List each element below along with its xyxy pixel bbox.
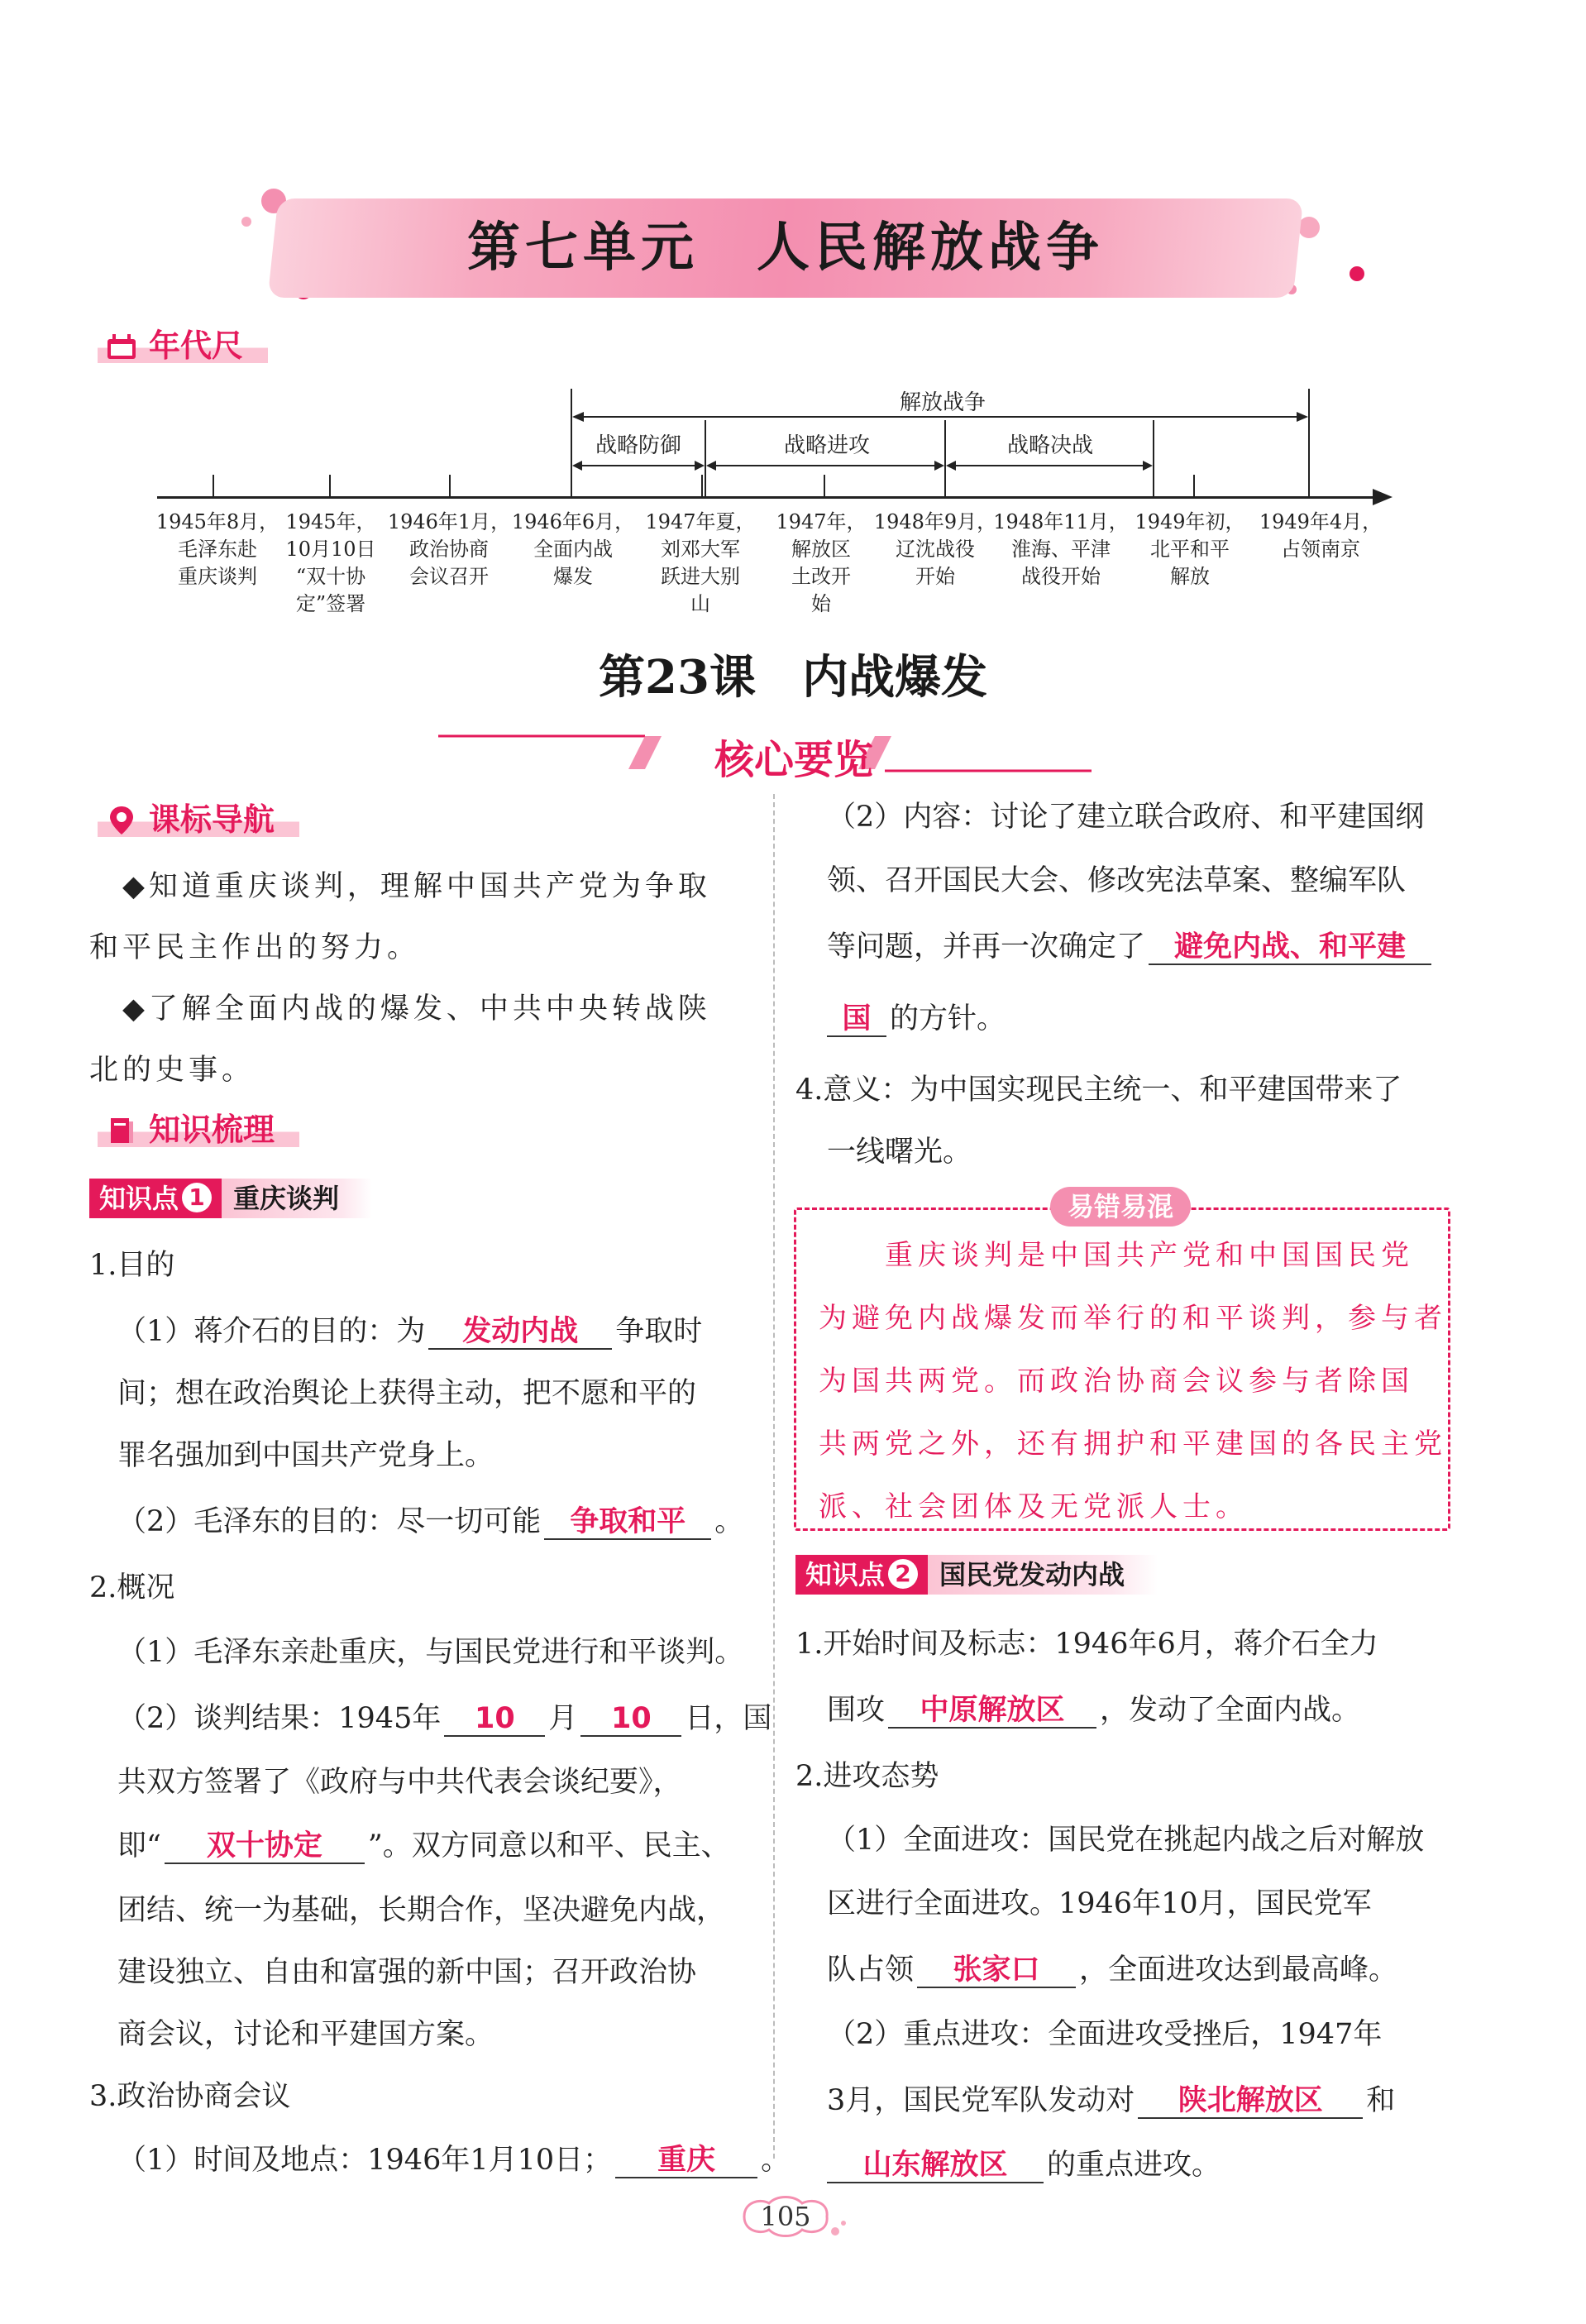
text-line: 围攻 中原解放区 ，发动了全面内战。 <box>827 1694 1361 1727</box>
curriculum-text: 北的史事。 <box>89 1054 256 1087</box>
timeline-event: 1949年4月， 占领南京 <box>1259 510 1383 561</box>
timeline-event: 1949年初， 北平和平 解放 <box>1135 510 1245 588</box>
answer-blank: 10 <box>580 1702 681 1737</box>
location-pin-icon <box>104 803 139 838</box>
knowledge-point-tag: 知识点 1 <box>89 1179 222 1218</box>
decor-dot <box>1350 266 1364 281</box>
span-war-label: 解放战争 <box>860 385 1025 416</box>
text-line: 3月，国民党军队发动对 陕北解放区 和 <box>827 2084 1396 2117</box>
decor-dot <box>241 217 251 227</box>
text-line: 国 的方针。 <box>827 1002 1006 1037</box>
column-divider <box>773 794 775 2159</box>
text-line: 罪名强加到中国共产党身上。 <box>117 1439 494 1472</box>
text-line: 一线曙光。 <box>827 1136 972 1169</box>
knowledge-point-name: 国民党发动内战 <box>928 1555 1158 1595</box>
answer-blank: 陕北解放区 <box>1138 2084 1363 2119</box>
knowledge-point-number: 2 <box>888 1559 918 1589</box>
answer-blank: 避免内战、和平建 <box>1149 930 1431 965</box>
text-line: （2）重点进攻：全面进攻受挫后，1947年 <box>827 2018 1383 2051</box>
text-line: 商会议，讨论和平建国方案。 <box>117 2018 494 2051</box>
timeline-section-title: 年代尺 <box>98 324 268 367</box>
text-line: （2）毛泽东的目的：尽一切可能 争取和平 。 <box>117 1505 744 1538</box>
knowledge-point-2 <box>795 1555 1158 1595</box>
text-line: 领、召开国民大会、修改宪法草案、整编军队 <box>827 864 1407 897</box>
text-line: 即“ 双十协定 ”。双方同意以和平、民主、 <box>117 1829 730 1863</box>
timeline-tick <box>449 475 451 498</box>
mistake-note-tag: 易错易混 <box>1050 1187 1191 1227</box>
answer-blank: 中原解放区 <box>888 1694 1096 1729</box>
timeline-event: 1946年1月， 政治协商 会议召开 <box>387 510 511 588</box>
span-defense-label: 战略防御 <box>595 433 681 458</box>
knowledge-point-name: 重庆谈判 <box>222 1179 372 1218</box>
curriculum-section-title: 课标导航 <box>98 798 299 841</box>
knowledge-point-tag: 知识点 2 <box>795 1555 928 1595</box>
text-line: 共双方签署了《政府与中共代表会谈纪要》， <box>117 1766 682 1799</box>
span-decisive-label: 战略决战 <box>1006 433 1093 458</box>
timeline-event: 1946年6月， 全面内战 爆发 <box>511 510 635 588</box>
span-decisive-arrow <box>944 457 1154 474</box>
knowledge-point-number: 1 <box>182 1183 212 1212</box>
span-offense-arrow <box>705 457 946 474</box>
text-line: 区进行全面进攻。1946年10月，国民党军 <box>827 1887 1372 1920</box>
text-line: 间；想在政治舆论上获得主动，把不愿和平的 <box>117 1377 697 1410</box>
curriculum-text: 和平民主作出的努力。 <box>89 931 421 964</box>
answer-blank: 发动内战 <box>428 1315 612 1350</box>
text-line: （2）内容：讨论了建立联合政府、和平建国纲 <box>827 801 1425 834</box>
lesson-title: 第23课 内战爆发 <box>599 650 987 705</box>
timeline-event: 1947年夏， 刘邓大军 跃进大别 山 <box>645 510 756 615</box>
mistake-note-text: 为避免内战爆发而举行的和平谈判，参与者 <box>819 1302 1447 1335</box>
knowledge-section-title: 知识梳理 <box>98 1108 299 1151</box>
text-line: 3.政治协商会议 <box>89 2080 291 2113</box>
mistake-note-text: 为国共两党。而政治协商会议参与者除国 <box>819 1365 1414 1398</box>
text-line: 等问题，并再一次确定了 避免内战、和平建 <box>827 930 1435 965</box>
curriculum-text: ◆了解全面内战的爆发、中共中央转战陕 <box>122 992 711 1026</box>
timeline-tick <box>213 475 214 498</box>
timeline-event: 1945年8月， 毛泽东赴 重庆谈判 <box>155 510 279 588</box>
timeline-tick <box>329 475 331 498</box>
answer-blank: 重庆 <box>615 2144 757 2178</box>
text-line: 1.开始时间及标志：1946年6月，蒋介石全力 <box>795 1628 1378 1661</box>
knowledge-point-1 <box>89 1179 372 1218</box>
mistake-note-text: 共两党之外，还有拥护和平建国的各民主党 <box>819 1427 1447 1461</box>
text-line: 队占领 张家口 ，全面进攻达到最高峰。 <box>827 1953 1398 1987</box>
timeline-arrow <box>1373 489 1393 505</box>
text-line: （1）时间及地点：1946年1月10日； 重庆 。 <box>117 2144 791 2177</box>
span-defense-arrow <box>571 457 706 474</box>
timeline-event: 1948年11月， 淮海、平津 战役开始 <box>993 510 1129 588</box>
text-line: （1）毛泽东亲赴重庆，与国民党进行和平谈判。 <box>117 1636 744 1669</box>
decor-dot <box>1298 217 1320 238</box>
text-line: （1）蒋介石的目的：为 发动内战 争取时 <box>117 1315 703 1348</box>
text-line: 4.意义：为中国实现民主统一、和平建国带来了 <box>795 1074 1402 1107</box>
mistake-note-text: 重庆谈判是中国共产党和中国国民党 <box>885 1239 1414 1272</box>
text-line: 2.进攻态势 <box>795 1760 939 1793</box>
timeline-tick <box>824 475 825 498</box>
timeline-tick <box>701 475 703 498</box>
page-number: 105 <box>760 2201 811 2232</box>
timeline-event: 1948年9月， 辽沈战役 开始 <box>873 510 997 588</box>
text-line: 团结、统一为基础，长期合作，坚决避免内战， <box>117 1894 726 1927</box>
unit-title: 第七单元 人民解放战争 <box>467 218 1104 279</box>
mistake-note-text: 派、社会团体及无党派人士。 <box>819 1490 1249 1523</box>
text-line: （2）谈判结果：1945年 10 月 10 日，国 <box>117 1702 772 1735</box>
text-line: 1.目的 <box>89 1249 175 1282</box>
text-line: 2.概况 <box>89 1571 175 1604</box>
text-line: （1）全面进攻：国民党在挑起内战之后对解放 <box>827 1824 1425 1857</box>
curriculum-text: ◆知道重庆谈判，理解中国共产党为争取 <box>122 870 711 903</box>
text-line: 建设独立、自由和富强的新中国；召开政治协 <box>117 1956 697 1989</box>
answer-blank: 双十协定 <box>165 1829 365 1864</box>
core-title: 核心要览 <box>714 737 873 783</box>
book-icon <box>104 1113 139 1148</box>
answer-blank: 张家口 <box>917 1953 1076 1988</box>
span-offense-label: 战略进攻 <box>783 433 870 458</box>
span-boundary <box>1308 389 1310 498</box>
answer-blank: 山东解放区 <box>827 2149 1044 2183</box>
timeline-event: 1947年， 解放区 土改开 始 <box>776 510 867 615</box>
timeline-axis <box>157 496 1381 499</box>
timeline-tick <box>1193 475 1195 498</box>
answer-blank: 10 <box>444 1702 545 1737</box>
calendar-icon <box>104 329 139 364</box>
text-line: 山东解放区 的重点进攻。 <box>827 2149 1221 2183</box>
timeline-event: 1945年， 10月10日 “双十协 定”签署 <box>285 510 376 615</box>
answer-blank: 争取和平 <box>544 1505 711 1540</box>
answer-blank: 国 <box>827 1002 886 1037</box>
